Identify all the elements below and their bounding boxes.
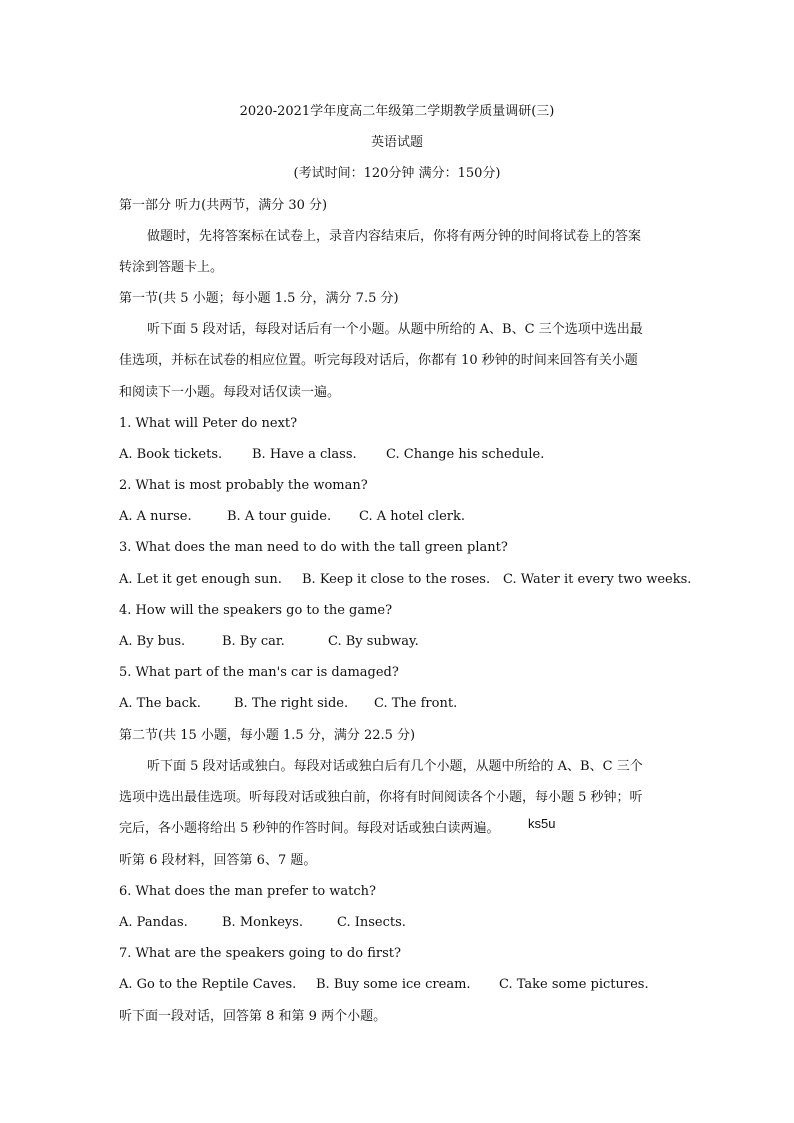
- section2-instruction-line: 完后，各小题将给出 5 秒钟的作答时间。每段对话或独白读两遍。: [119, 821, 500, 836]
- option-c: C. Water it every two weeks.: [503, 572, 692, 587]
- question-text: 5. What part of the man's car is damaged?: [119, 665, 399, 680]
- option-a: A. Go to the Reptile Caves.: [119, 977, 297, 992]
- section1-title: 第一节(共 5 小题；每小题 1.5 分，满分 7.5 分): [119, 291, 399, 306]
- question-text: 7. What are the speakers going to do first?: [119, 946, 401, 961]
- question-text: 6. What does the man prefer to watch?: [119, 884, 377, 899]
- option-c: C. Take some pictures.: [499, 977, 649, 992]
- option-a: A. A nurse.: [119, 509, 192, 524]
- option-a: A. Let it get enough sun.: [119, 572, 282, 587]
- option-c: C. By subway.: [328, 634, 419, 649]
- option-b: B. The right side.: [234, 696, 349, 711]
- option-a: A. The back.: [119, 696, 201, 711]
- watermark-text: ks5u: [528, 816, 556, 831]
- material-instruction: 听第 6 段材料，回答第 6、7 题。: [119, 853, 317, 868]
- section1-instruction-line: 佳选项，并标在试卷的相应位置。听完每段对话后，你都有 10 秒钟的时间来回答有关小题: [119, 353, 638, 368]
- option-c: C. Change his schedule.: [386, 447, 545, 462]
- material-instruction: 听下面一段对话，回答第 8 和第 9 两个小题。: [119, 1009, 387, 1024]
- part1-intro-line: 做题时，先将答案标在试卷上，录音内容结束后，你将有两分钟的时间将试卷上的答案: [147, 229, 642, 244]
- question-text: 4. How will the speakers go to the game?: [119, 603, 393, 618]
- part1-title: 第一部分 听力(共两节，满分 30 分): [119, 198, 328, 213]
- option-c: C. Insects.: [337, 915, 406, 930]
- exam-title: 2020-2021学年度高二年级第二学期教学质量调研(三): [239, 104, 555, 119]
- option-a: A. Book tickets.: [119, 447, 223, 462]
- question-text: 1. What will Peter do next?: [119, 416, 298, 431]
- section2-instruction-line: 选项中选出最佳选项。听每段对话或独白前，你将有时间阅读各个小题，每小题 5 秒钟；听: [119, 790, 643, 805]
- exam-info: (考试时间：120分钟 满分：150分): [293, 166, 501, 181]
- question-text: 3. What does the man need to do with the tall green plant?: [119, 540, 508, 555]
- option-b: B. Have a class.: [252, 447, 357, 462]
- option-b: B. Monkeys.: [222, 915, 304, 930]
- option-a: A. By bus.: [119, 634, 186, 649]
- option-c: C. The front.: [374, 696, 458, 711]
- option-c: C. A hotel clerk.: [359, 509, 466, 524]
- option-b: B. By car.: [222, 634, 285, 649]
- section2-title: 第二节(共 15 小题，每小题 1.5 分，满分 22.5 分): [119, 728, 416, 743]
- exam-subject: 英语试题: [370, 135, 423, 150]
- section1-instruction-line: 听下面 5 段对话，每段对话后有一个小题。从题中所给的 A、B、C 三个选项中选出最: [147, 322, 643, 337]
- question-text: 2. What is most probably the woman?: [119, 478, 368, 493]
- section1-instruction-line: 和阅读下一小题。每段对话仅读一遍。: [119, 385, 341, 400]
- section2-instruction-line: 听下面 5 段对话或独白。每段对话或独白后有几个小题，从题中所给的 A、B、C 三个: [147, 759, 643, 774]
- option-b: B. A tour guide.: [227, 509, 332, 524]
- option-b: B. Keep it close to the roses.: [302, 572, 491, 587]
- option-a: A. Pandas.: [119, 915, 188, 930]
- option-b: B. Buy some ice cream.: [316, 977, 471, 992]
- part1-intro-line: 转涂到答题卡上。: [119, 260, 224, 275]
